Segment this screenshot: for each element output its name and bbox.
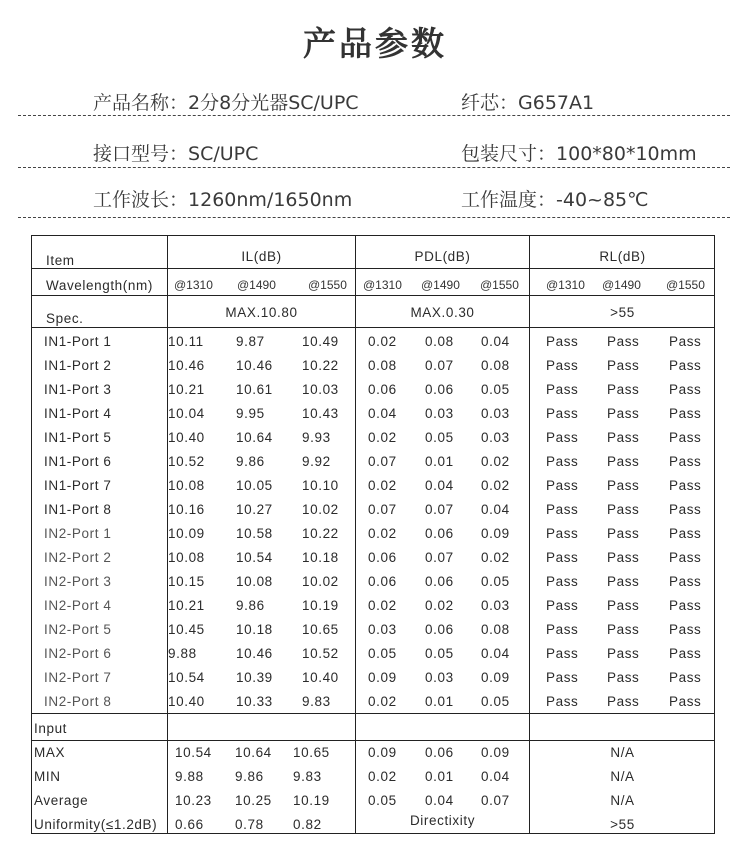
- pdl-value: 0.07: [425, 550, 454, 565]
- il-value: 10.52: [168, 454, 205, 469]
- pdl-wl-1310: @1310: [363, 278, 402, 292]
- il-value: 10.54: [236, 550, 273, 565]
- summary-il-value: 9.83: [293, 769, 322, 784]
- il-wl-1550: @1550: [308, 278, 347, 292]
- il-value: 10.43: [302, 406, 339, 421]
- rl-value: Pass: [669, 646, 702, 661]
- pdl-value: 0.02: [368, 694, 397, 709]
- spec-label: 产品名称：: [93, 92, 189, 114]
- pdl-value: 0.09: [481, 526, 510, 541]
- il-value: 10.03: [302, 382, 339, 397]
- spec-label: 接口型号：: [93, 143, 189, 165]
- pdl-value: 0.01: [425, 454, 454, 469]
- col-divider: [167, 713, 168, 740]
- il-value: 10.21: [168, 598, 205, 613]
- pdl-value: 0.02: [368, 598, 397, 613]
- rl-value: Pass: [546, 358, 579, 373]
- pdl-value: 0.06: [368, 550, 397, 565]
- spec-label: 工作波长：: [93, 189, 189, 211]
- pdl-value: 0.05: [481, 694, 510, 709]
- port-label: IN1-Port 2: [44, 358, 112, 373]
- pdl-value: 0.04: [481, 502, 510, 517]
- item-header: Item: [46, 253, 75, 268]
- pdl-value: 0.03: [425, 670, 454, 685]
- row-divider: [32, 268, 715, 269]
- summary-il-value: 9.88: [175, 769, 204, 784]
- il-value: 10.02: [302, 502, 339, 517]
- pdl-value: 0.05: [425, 646, 454, 661]
- pdl-value: 0.04: [368, 406, 397, 421]
- rl-value: Pass: [669, 454, 702, 469]
- rl-value: Pass: [546, 694, 579, 709]
- il-value: 9.95: [236, 406, 265, 421]
- rl-value: Pass: [546, 478, 579, 493]
- pdl-value: 0.02: [481, 550, 510, 565]
- rl-value: Pass: [546, 622, 579, 637]
- rl-wl-1310: @1310: [546, 278, 585, 292]
- summary-il-value: 0.66: [175, 817, 204, 832]
- il-value: 10.18: [302, 550, 339, 565]
- port-label: IN1-Port 7: [44, 478, 112, 493]
- spec-value: -40~85℃: [556, 189, 649, 211]
- spec-header: Spec.: [46, 311, 84, 326]
- rl-wl-1490: @1490: [602, 278, 641, 292]
- port-label: IN2-Port 7: [44, 670, 112, 685]
- il-value: 10.22: [302, 358, 339, 373]
- pdl-value: 0.06: [368, 574, 397, 589]
- spec-label: 包装尺寸：: [461, 143, 557, 165]
- rl-wl-1550: @1550: [666, 278, 705, 292]
- pdl-value: 0.02: [368, 430, 397, 445]
- il-value: 10.16: [168, 502, 205, 517]
- il-value: 10.27: [236, 502, 273, 517]
- test-data-table: [31, 235, 715, 834]
- summary-il-value: 10.65: [293, 745, 330, 760]
- port-label: IN2-Port 8: [44, 694, 112, 709]
- pdl-value: 0.02: [425, 598, 454, 613]
- il-value: 10.40: [168, 694, 205, 709]
- summary-il-value: 10.23: [175, 793, 212, 808]
- rl-value: Pass: [669, 622, 702, 637]
- pdl-value: 0.06: [368, 382, 397, 397]
- il-value: 10.08: [168, 550, 205, 565]
- il-value: 10.49: [302, 334, 339, 349]
- port-label: IN2-Port 5: [44, 622, 112, 637]
- rl-value: Pass: [607, 574, 640, 589]
- rl-value: Pass: [546, 598, 579, 613]
- il-wl-1490: @1490: [237, 278, 276, 292]
- pdl-wl-1490: @1490: [421, 278, 460, 292]
- rl-value: Pass: [607, 646, 640, 661]
- port-label: IN1-Port 5: [44, 430, 112, 445]
- wavelength-header: Wavelength(nm): [46, 278, 153, 293]
- pdl-value: 0.05: [481, 574, 510, 589]
- summary-il-value: 10.25: [235, 793, 272, 808]
- pdl-value: 0.07: [425, 358, 454, 373]
- il-value: 10.18: [236, 622, 273, 637]
- spec-item: [461, 139, 697, 166]
- il-header: IL(dB): [241, 249, 282, 264]
- il-value: 9.88: [168, 646, 197, 661]
- il-value: 10.22: [302, 526, 339, 541]
- dashed-divider: [18, 217, 730, 218]
- pdl-value: 0.03: [481, 406, 510, 421]
- il-value: 10.61: [236, 382, 273, 397]
- il-value: 10.05: [236, 478, 273, 493]
- summary-il-value: 9.86: [235, 769, 264, 784]
- rl-value: Pass: [669, 478, 702, 493]
- rl-value: Pass: [607, 670, 640, 685]
- rl-value: Pass: [546, 430, 579, 445]
- spec-value: SC/UPC: [188, 143, 259, 165]
- il-value: 9.86: [236, 454, 265, 469]
- pdl-value: 0.08: [368, 358, 397, 373]
- rl-value: Pass: [669, 502, 702, 517]
- pdl-value: 0.08: [481, 622, 510, 637]
- pdl-value: 0.02: [481, 454, 510, 469]
- pdl-value: 0.04: [481, 646, 510, 661]
- summary-pdl-value: 0.05: [368, 793, 397, 808]
- rl-value: Pass: [546, 550, 579, 565]
- rl-value: Pass: [607, 454, 640, 469]
- summary-il-value: 0.78: [235, 817, 264, 832]
- summary-rl-value: N/A: [610, 769, 635, 784]
- pdl-spec: MAX.0.30: [410, 305, 475, 320]
- il-value: 9.93: [302, 430, 331, 445]
- page-title: 产品参数: [303, 24, 447, 63]
- rl-value: Pass: [669, 574, 702, 589]
- pdl-value: 0.08: [425, 334, 454, 349]
- il-value: 10.33: [236, 694, 273, 709]
- dashed-divider: [18, 167, 730, 168]
- pdl-value: 0.06: [425, 622, 454, 637]
- rl-value: Pass: [607, 622, 640, 637]
- pdl-value: 0.05: [481, 382, 510, 397]
- pdl-value: 0.06: [425, 382, 454, 397]
- pdl-value: 0.03: [368, 622, 397, 637]
- rl-value: Pass: [607, 550, 640, 565]
- rl-value: Pass: [607, 334, 640, 349]
- pdl-value: 0.09: [368, 670, 397, 685]
- port-label: IN1-Port 6: [44, 454, 112, 469]
- spec-item: [461, 185, 648, 212]
- spec-item: [93, 139, 258, 166]
- il-value: 10.19: [302, 598, 339, 613]
- rl-value: Pass: [669, 406, 702, 421]
- rl-value: Pass: [546, 502, 579, 517]
- pdl-value: 0.02: [368, 334, 397, 349]
- pdl-value: 0.01: [425, 694, 454, 709]
- rl-value: Pass: [669, 430, 702, 445]
- rl-value: Pass: [607, 382, 640, 397]
- input-label: Input: [34, 721, 68, 736]
- rl-value: Pass: [669, 382, 702, 397]
- il-value: 10.11: [168, 334, 204, 349]
- rl-value: Pass: [546, 454, 579, 469]
- spec-item: [93, 88, 359, 115]
- il-spec: MAX.10.80: [225, 305, 298, 320]
- rl-value: Pass: [607, 526, 640, 541]
- row-divider: [32, 713, 715, 714]
- port-label: IN2-Port 2: [44, 550, 112, 565]
- summary-label: Average: [34, 793, 89, 808]
- spec-item: [93, 185, 352, 212]
- rl-value: Pass: [607, 358, 640, 373]
- il-value: 10.08: [236, 574, 273, 589]
- il-value: 10.10: [302, 478, 339, 493]
- summary-rl-value: N/A: [610, 793, 635, 808]
- port-label: IN2-Port 3: [44, 574, 112, 589]
- il-value: 10.46: [236, 646, 273, 661]
- pdl-value: 0.05: [368, 646, 397, 661]
- il-value: 10.39: [236, 670, 273, 685]
- il-value: 9.83: [302, 694, 331, 709]
- il-value: 10.40: [302, 670, 339, 685]
- il-value: 10.46: [236, 358, 273, 373]
- pdl-value: 0.08: [481, 358, 510, 373]
- rl-value: Pass: [546, 382, 579, 397]
- summary-il-value: 10.54: [175, 745, 212, 760]
- pdl-value: 0.04: [481, 334, 510, 349]
- rl-value: Pass: [669, 526, 702, 541]
- port-label: IN2-Port 6: [44, 646, 112, 661]
- rl-value: Pass: [607, 430, 640, 445]
- summary-pdl-value: 0.06: [425, 745, 454, 760]
- il-value: 10.45: [168, 622, 205, 637]
- pdl-value: 0.03: [481, 430, 510, 445]
- pdl-value: 0.04: [425, 478, 454, 493]
- il-value: 10.21: [168, 382, 205, 397]
- summary-pdl-value: 0.04: [481, 769, 510, 784]
- rl-value: Pass: [546, 646, 579, 661]
- il-value: 10.40: [168, 430, 205, 445]
- rl-value: Pass: [669, 694, 702, 709]
- pdl-value: 0.07: [425, 502, 454, 517]
- pdl-wl-1550: @1550: [480, 278, 519, 292]
- rl-value: Pass: [669, 670, 702, 685]
- pdl-value: 0.09: [481, 670, 510, 685]
- pdl-value: 0.02: [481, 478, 510, 493]
- summary-rl-value: >55: [610, 817, 635, 832]
- summary-pdl-value: 0.04: [425, 793, 454, 808]
- il-value: 10.15: [168, 574, 205, 589]
- rl-value: Pass: [607, 598, 640, 613]
- il-value: 10.52: [302, 646, 339, 661]
- pdl-value: 0.07: [368, 454, 397, 469]
- rl-value: Pass: [669, 358, 702, 373]
- il-value: 10.64: [236, 430, 273, 445]
- rl-value: Pass: [546, 334, 579, 349]
- dashed-divider: [18, 115, 730, 116]
- port-label: IN1-Port 4: [44, 406, 112, 421]
- pdl-value: 0.05: [425, 430, 454, 445]
- port-label: IN2-Port 1: [44, 526, 112, 541]
- rl-value: Pass: [607, 406, 640, 421]
- rl-value: Pass: [546, 406, 579, 421]
- rl-value: Pass: [546, 574, 579, 589]
- summary-pdl-value: 0.07: [481, 793, 510, 808]
- summary-label: MIN: [34, 769, 61, 784]
- il-value: 10.58: [236, 526, 273, 541]
- spec-value: G657A1: [518, 92, 595, 114]
- row-divider: [32, 295, 715, 296]
- port-label: IN1-Port 8: [44, 502, 112, 517]
- il-value: 10.02: [302, 574, 339, 589]
- rl-value: Pass: [607, 502, 640, 517]
- rl-spec: >55: [610, 305, 635, 320]
- il-value: 9.87: [236, 334, 265, 349]
- pdl-value: 0.03: [481, 598, 510, 613]
- summary-il-value: 10.19: [293, 793, 330, 808]
- il-wl-1310: @1310: [174, 278, 213, 292]
- pdl-value: 0.02: [368, 526, 397, 541]
- spec-label: 工作温度：: [461, 189, 557, 211]
- rl-value: Pass: [546, 670, 579, 685]
- spec-label: 纤芯：: [461, 92, 519, 114]
- rl-value: Pass: [607, 478, 640, 493]
- rl-value: Pass: [669, 598, 702, 613]
- port-label: IN1-Port 3: [44, 382, 112, 397]
- summary-rl-value: N/A: [610, 745, 635, 760]
- pdl-value: 0.06: [425, 574, 454, 589]
- summary-pdl-value: 0.02: [368, 769, 397, 784]
- row-divider: [32, 327, 715, 328]
- rl-value: Pass: [607, 694, 640, 709]
- spec-value: 1260nm/1650nm: [188, 189, 353, 211]
- il-value: 10.04: [168, 406, 205, 421]
- directivity-label: Directixity: [409, 813, 476, 828]
- rl-value: Pass: [546, 526, 579, 541]
- col-divider: [167, 740, 168, 834]
- rl-value: Pass: [669, 334, 702, 349]
- il-value: 9.92: [302, 454, 331, 469]
- summary-label: MAX: [34, 745, 66, 760]
- spec-value: 2分8分光器SC/UPC: [188, 92, 359, 114]
- il-value: 10.54: [168, 670, 205, 685]
- summary-il-value: 10.64: [235, 745, 272, 760]
- pdl-value: 0.03: [425, 406, 454, 421]
- il-value: 10.65: [302, 622, 339, 637]
- spec-value: 100*80*10mm: [556, 143, 697, 165]
- summary-label: Uniformity(≤1.2dB): [34, 817, 158, 832]
- il-value: 10.08: [168, 478, 205, 493]
- il-value: 10.46: [168, 358, 205, 373]
- pdl-value: 0.06: [425, 526, 454, 541]
- pdl-value: 0.02: [368, 478, 397, 493]
- rl-header: RL(dB): [599, 249, 646, 264]
- row-divider: [32, 740, 715, 741]
- pdl-value: 0.07: [368, 502, 397, 517]
- pdl-header: PDL(dB): [414, 249, 471, 264]
- summary-il-value: 0.82: [293, 817, 322, 832]
- port-label: IN1-Port 1: [44, 334, 112, 349]
- rl-value: Pass: [669, 550, 702, 565]
- il-value: 10.09: [168, 526, 205, 541]
- summary-pdl-value: 0.09: [368, 745, 397, 760]
- summary-pdl-value: 0.09: [481, 745, 510, 760]
- il-value: 9.86: [236, 598, 265, 613]
- port-label: IN2-Port 4: [44, 598, 112, 613]
- summary-pdl-value: 0.01: [425, 769, 454, 784]
- spec-item: [461, 88, 594, 115]
- col-divider: [355, 236, 356, 834]
